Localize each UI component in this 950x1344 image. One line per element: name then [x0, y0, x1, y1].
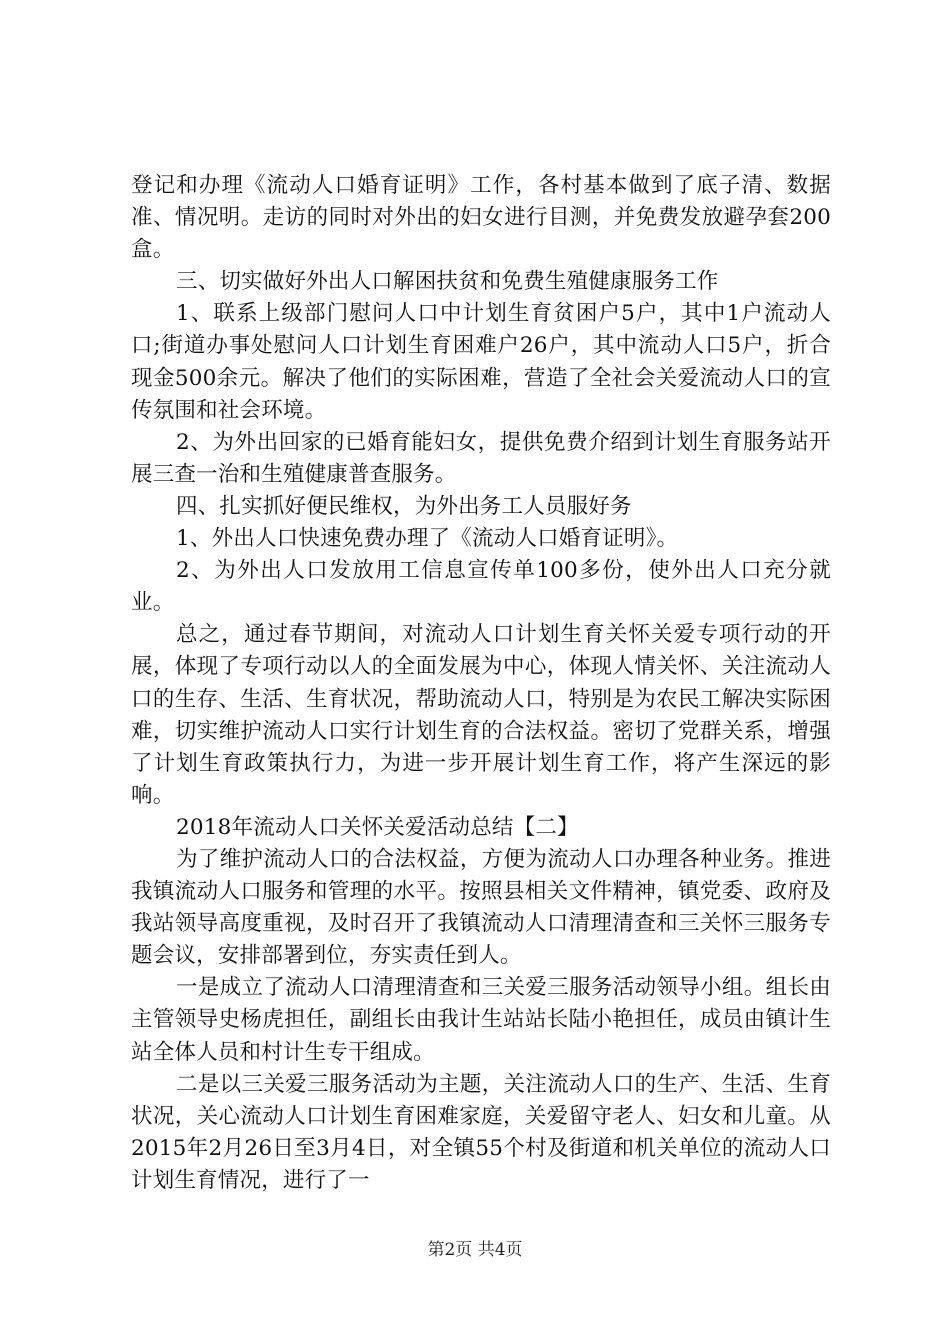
paragraph-3-1: 1、联系上级部门慰问人口中计划生育贫困户5户，其中1户流动人口;街道办事处慰问人口计划生育困难户26户，其中流动人口5户，折合现金500余元。解决了他们的实际困难，营造了全社会关爱流动人口的宣传氛围和社会环境。	[131, 301, 831, 423]
article-title-2: 2018年流动人口关怀关爱活动总结【二】	[176, 814, 579, 840]
paragraph-continuation: 登记和办理《流动人口婚育证明》工作，各村基本做到了底子清、数据准、情况明。走访的同时对外出的妇女进行目测，并免费发放避孕套200盒。	[131, 173, 831, 263]
paragraph-item-1: 一是成立了流动人口清理清查和三关爱三服务活动领导小组。组长由主管领导史杨虎担任，副组长由我计生站站长陆小艳担任，成员由镇计生站全体人员和村计生专干组成。	[131, 975, 831, 1065]
paragraph-4-1: 1、外出人口快速免费办理了《流动人口婚育证明》。	[176, 526, 679, 552]
section-heading-4: 四、扎实抓好便民维权，为外出务工人员服好务	[176, 493, 632, 519]
page-number-footer: 第2页 共4页	[427, 1240, 523, 1260]
document-body	[131, 170, 831, 1197]
paragraph-summary: 总之，通过春节期间，对流动人口计划生育关怀关爱专项行动的开展，体现了专项行动以人的全面发展为中心，体现人情关怀、关注流动人口的生存、生活、生育状况，帮助流动人口，特别是为农民工解决实际困难，切实维护流动人口实行计划生育的合法权益。密切了党群关系，增强了计划生育政策执行力，为进一步开展计划生育工作，将产生深远的影响。	[131, 622, 831, 808]
paragraph-item-2: 二是以三关爱三服务活动为主题，关注流动人口的生产、生活、生育状况，关心流动人口计划生育困难家庭，关爱留守老人、妇女和儿童。从2015年2月26日至3月4日，对全镇55个村及街道和机关单位的流动人口计划生育情况，进行了一	[131, 1071, 831, 1193]
paragraph-3-2: 2、为外出回家的已婚育能妇女，提供免费介绍到计划生育服务站开展三查一治和生殖健康普查服务。	[131, 429, 831, 487]
section-heading-3: 三、切实做好外出人口解困扶贫和免费生殖健康服务工作	[176, 269, 719, 295]
paragraph-intro-2: 为了维护流动人口的合法权益，方便为流动人口办理各种业务。推进我镇流动人口服务和管理的水平。按照县相关文件精神，镇党委、政府及我站领导高度重视，及时召开了我镇流动人口清理清查和三关怀三服务专题会议，安排部署到位，夯实责任到人。	[131, 846, 831, 969]
paragraph-4-2: 2、为外出人口发放用工信息宣传单100多份，使外出人口充分就业。	[131, 558, 831, 616]
